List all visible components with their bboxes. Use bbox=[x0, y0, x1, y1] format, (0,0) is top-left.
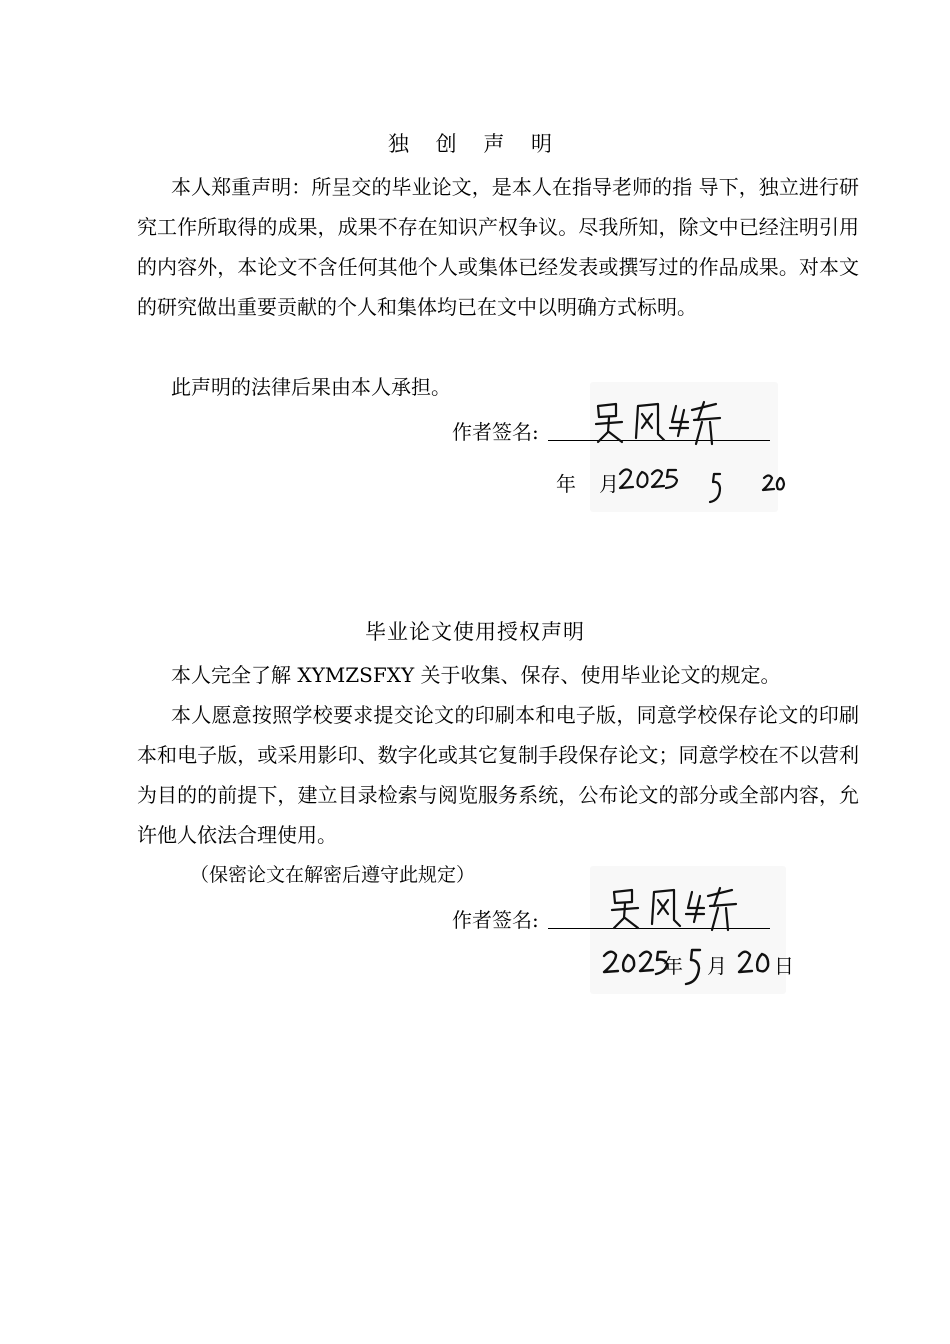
authorization-paragraph-intro: 本人完全了解 XYMZSFXY 关于收集、保存、使用毕业论文的规定。 bbox=[171, 663, 781, 687]
signature-row bbox=[452, 416, 539, 446]
authorization-paragraph-consent: 本人愿意按照学校要求提交论文的印刷本和电子版，同意学校保存论文的印刷本和电子版，或采用影印、数字化或其它复制手段保存论文；同意学校在不以营利为目的的前提下，建立目录检索与阅览服务系统，公布论文的部分或全部内容，允许他人依法合理使用。 bbox=[137, 703, 859, 847]
declaration-title: 独 创 声 明 bbox=[387, 132, 563, 156]
handwritten-date-day bbox=[736, 942, 776, 982]
declaration-paragraph: 本人郑重声明：所呈交的毕业论文，是本人在指导老师的指 导下，独立进行研究工作所取得的成果，成果不存在知识产权争议。尽我所知，除文中已经注明引用的内容外，本论文不含任何其他个人或集体已经发表或撰写过的作品成果。对本文的研究做出重要贡献的个人和集体均已在文中以明确方式标明。 bbox=[137, 175, 859, 319]
date-day-label: 日 bbox=[774, 954, 794, 978]
date-year-label: 年 bbox=[663, 954, 683, 978]
declaration-liability-paragraph: 此声明的法律后果由本人承担。 bbox=[171, 375, 451, 399]
signature-label: 作者签名: bbox=[452, 908, 539, 932]
date-year-label: 年 bbox=[556, 472, 576, 496]
handwritten-signature bbox=[608, 884, 758, 934]
authorization-title: 毕业论文使用授权声明 bbox=[365, 620, 585, 644]
signature-row bbox=[452, 904, 539, 934]
handwritten-date bbox=[616, 458, 786, 508]
date-month-label: 月 bbox=[707, 954, 727, 978]
handwritten-date-month bbox=[682, 944, 706, 990]
confidential-note: （保密论文在解密后遵守此规定） bbox=[190, 864, 476, 886]
signature-label: 作者签名: bbox=[452, 420, 539, 444]
date-month-label: 月 bbox=[599, 472, 619, 496]
handwritten-signature bbox=[592, 398, 742, 448]
